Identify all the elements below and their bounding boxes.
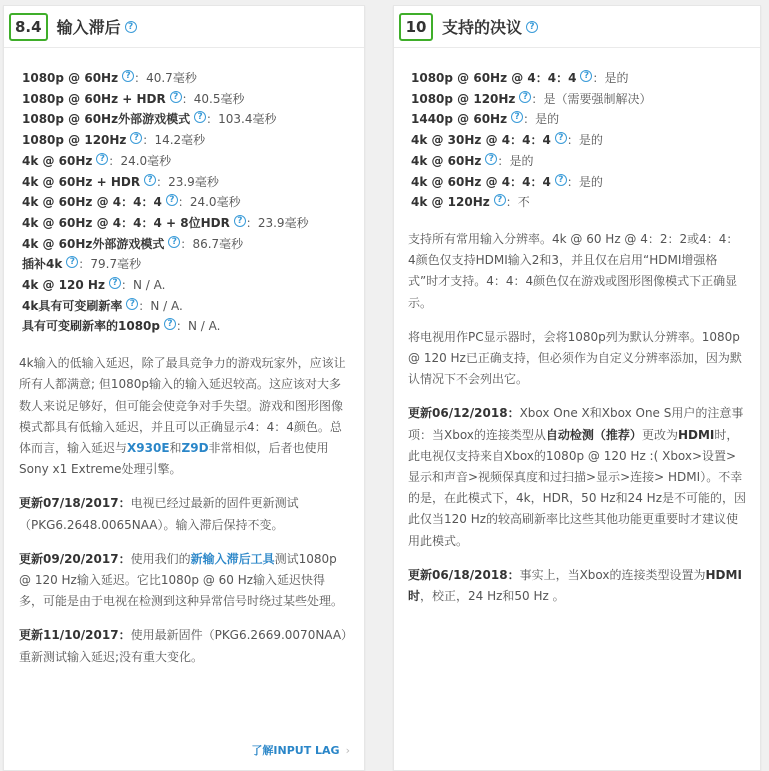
input-lag-card bbox=[3, 5, 365, 771]
help-icon[interactable]: ? bbox=[234, 215, 246, 227]
spec-row bbox=[22, 234, 349, 255]
spec-list bbox=[22, 68, 349, 337]
spec-row bbox=[22, 89, 349, 110]
help-icon[interactable]: ? bbox=[109, 277, 121, 289]
help-icon[interactable]: ? bbox=[511, 111, 523, 123]
card-body bbox=[394, 48, 760, 607]
spec-separator: ： bbox=[206, 112, 219, 127]
spec-separator: ： bbox=[142, 133, 155, 148]
spec-row bbox=[22, 213, 349, 234]
supported-resolutions-card bbox=[393, 5, 761, 771]
card-title: 输入滞后 bbox=[56, 18, 121, 37]
spec-separator: ： bbox=[566, 133, 579, 148]
help-icon[interactable]: ? bbox=[194, 111, 206, 123]
summary-paragraph: 4k输入的低输入延迟，除了最具竞争力的游戏玩家外，应该让所有人都满意; 但1080p输入的输入延迟较高。这应该对大多数人来说足够好，但可能会使竞争对手失望。游戏和图形图像模式都具有低输入延迟，并且可以正确显示4：4：4颜色。总体而言，输入延迟与X930E和Z9D非常相似，后者也使用Sony x1 Extreme处理引擎。 bbox=[19, 356, 346, 477]
spec-row bbox=[22, 254, 349, 275]
spec-name: 4k @ 30Hz @ 4：4：4 bbox=[411, 133, 551, 148]
spec-value: 是的 bbox=[535, 112, 560, 127]
spec-row bbox=[22, 109, 349, 130]
spec-separator: ： bbox=[180, 236, 193, 251]
spec-row bbox=[411, 130, 746, 151]
spec-row bbox=[22, 296, 349, 317]
update-paragraph: 更新07/18/2017：电视已经过最新的固件更新测试（PKG6.2648.0065NAA）。输入滞后保持不变。 bbox=[19, 496, 299, 532]
card-header bbox=[4, 6, 364, 48]
summary-paragraph: 支持所有常用输入分辨率。4k @ 60 Hz @ 4：2：2或4：4：4颜色仅支持HDMI输入2和3，并且仅在启用“HDMI增强格式”时才支持。4：4：4颜色仅在游戏或图形图像模式下正确显示。 bbox=[408, 231, 739, 310]
help-icon[interactable]: ? bbox=[170, 91, 182, 103]
spec-separator: ： bbox=[108, 153, 121, 168]
spec-separator: ： bbox=[156, 174, 169, 189]
spec-value: 24.0毫秒 bbox=[189, 195, 241, 210]
spec-name: 4k具有可变刷新率 bbox=[22, 298, 123, 313]
spec-value: 是的 bbox=[578, 174, 603, 189]
spec-value: 103.4毫秒 bbox=[218, 112, 277, 127]
spec-name: 1080p @ 60Hz @ 4：4：4 bbox=[411, 71, 577, 85]
spec-separator: ： bbox=[523, 112, 536, 127]
pc-monitor-paragraph: 将电视用作PC显示器时，会将1080p列为默认分辨率。1080p @ 120 Hz已正确支持，但必须作为自定义分辨率添加，因为默认情况下不会列出它。 bbox=[408, 329, 742, 387]
help-icon[interactable]: ? bbox=[555, 132, 567, 144]
help-icon[interactable]: ? bbox=[125, 21, 137, 33]
spec-value: 24.0毫秒 bbox=[120, 153, 172, 168]
help-icon[interactable]: ? bbox=[96, 153, 108, 165]
spec-separator: ： bbox=[177, 195, 190, 210]
spec-row bbox=[22, 172, 349, 193]
spec-list bbox=[411, 68, 746, 213]
help-icon[interactable]: ? bbox=[519, 91, 531, 103]
spec-value: 40.7毫秒 bbox=[146, 71, 197, 85]
spec-name: 1080p @ 120Hz bbox=[411, 91, 516, 106]
spec-value: 86.7毫秒 bbox=[192, 236, 244, 251]
card-body bbox=[4, 48, 364, 668]
spec-value: 是的 bbox=[604, 71, 629, 85]
spec-row bbox=[411, 89, 746, 110]
spec-row bbox=[22, 130, 349, 151]
x930e-link[interactable]: X930E bbox=[127, 440, 170, 455]
spec-name: 1080p @ 60Hz外部游戏模式 bbox=[22, 112, 191, 127]
spec-value: N / A. bbox=[188, 319, 221, 334]
spec-value: 是（需要强制解决） bbox=[543, 91, 652, 106]
help-icon[interactable]: ? bbox=[580, 70, 592, 82]
help-icon[interactable]: ? bbox=[164, 318, 176, 330]
card-header bbox=[394, 6, 760, 48]
spec-value: 是的 bbox=[509, 153, 534, 168]
spec-row bbox=[411, 109, 746, 130]
update-paragraph: 更新06/12/2018：Xbox One X和Xbox One S用户的注意事项：当Xbox的连接类型从自动检测（推荐）更改为HDMI时，此电视仅支持来自Xbox的1080p @ 120 Hz :( Xbox>设置>显示和声音>视频保真度和过扫描>显示>连接> HDMI）。不幸的是，在此模式下，4k，HDR，50 Hz和24 Hz是不可能的，因此仅当120 Hz的较高刷新率比这些其他功能更重要时才建议使用此模式。 bbox=[408, 406, 746, 548]
spec-separator: ： bbox=[78, 257, 91, 272]
help-icon[interactable]: ? bbox=[126, 298, 138, 310]
spec-value: 23.9毫秒 bbox=[257, 215, 309, 230]
spec-separator: ： bbox=[566, 174, 579, 189]
help-icon[interactable]: ? bbox=[485, 153, 497, 165]
score-badge: 10 bbox=[399, 13, 433, 41]
spec-name: 4k @ 60Hz bbox=[411, 153, 482, 168]
spec-value: 14.2毫秒 bbox=[154, 133, 206, 148]
spec-name: 1440p @ 60Hz bbox=[411, 112, 508, 127]
help-icon[interactable]: ? bbox=[494, 194, 506, 206]
spec-value: 40.5毫秒 bbox=[193, 91, 245, 106]
spec-separator: ： bbox=[176, 319, 189, 334]
spec-name: 4k @ 60Hz @ 4：4：4 bbox=[411, 174, 551, 189]
spec-name: 插补4k bbox=[22, 257, 63, 272]
spec-separator: ： bbox=[181, 91, 194, 106]
spec-separator: ： bbox=[592, 71, 605, 85]
help-icon[interactable]: ? bbox=[144, 174, 156, 186]
spec-row bbox=[22, 68, 349, 89]
update-paragraph: 更新09/20/2017：使用我们的新输入滞后工具测试1080p @ 120 Hz输入延迟。它比1080p @ 60 Hz输入延迟快得多，可能是由于电视在检测到这种异常信号时绕过某些处理。 bbox=[19, 551, 344, 609]
spec-name: 1080p @ 60Hz + HDR bbox=[22, 91, 166, 106]
spec-name: 4k @ 60Hz + HDR bbox=[22, 174, 141, 189]
help-icon[interactable]: ? bbox=[166, 194, 178, 206]
spec-separator: ： bbox=[531, 91, 544, 106]
spec-row bbox=[411, 151, 746, 172]
spec-value: 23.9毫秒 bbox=[168, 174, 219, 189]
spec-row bbox=[22, 192, 349, 213]
spec-separator: ： bbox=[120, 278, 133, 293]
input-lag-tool-link[interactable]: 新输入滞后工具 bbox=[190, 551, 275, 566]
spec-separator: ： bbox=[505, 195, 518, 210]
z9d-link[interactable]: Z9D bbox=[181, 440, 209, 455]
spec-separator: ： bbox=[134, 71, 147, 85]
help-icon[interactable]: ? bbox=[130, 132, 142, 144]
spec-row bbox=[22, 316, 349, 337]
chevron-right-icon: › bbox=[345, 744, 350, 757]
spec-value: N / A. bbox=[132, 278, 166, 293]
update-paragraph: 更新11/10/2017：使用最新固件（PKG6.2669.0070NAA）重新测试输入延迟;没有重大变化。 bbox=[19, 628, 348, 664]
spec-name: 4k @ 60Hz外部游戏模式 bbox=[22, 236, 165, 251]
spec-separator: ： bbox=[138, 298, 151, 313]
spec-row bbox=[22, 275, 349, 296]
spec-separator: ： bbox=[497, 153, 510, 168]
spec-row bbox=[411, 172, 746, 193]
help-icon[interactable]: ? bbox=[122, 70, 134, 82]
spec-name: 1080p @ 60Hz bbox=[22, 71, 119, 85]
learn-input-lag-link[interactable]: 了解INPUT LAG › bbox=[251, 744, 350, 757]
spec-name: 4k @ 60Hz bbox=[22, 153, 93, 168]
help-icon[interactable]: ? bbox=[168, 236, 180, 248]
spec-name: 具有可变刷新率的1080p bbox=[22, 319, 160, 334]
update-paragraph: 更新06/18/2018：事实上，当Xbox的连接类型设置为HDMI时，校正，24 Hz和50 Hz 。 bbox=[408, 567, 742, 603]
card-title: 支持的决议 bbox=[442, 18, 523, 37]
help-icon[interactable]: ? bbox=[555, 174, 567, 186]
spec-value: 是的 bbox=[578, 133, 603, 148]
spec-name: 1080p @ 120Hz bbox=[22, 133, 127, 148]
score-badge: 8.4 bbox=[9, 13, 48, 41]
spec-separator: ： bbox=[245, 215, 258, 230]
help-icon[interactable]: ? bbox=[66, 256, 78, 268]
spec-value: 不 bbox=[517, 195, 530, 210]
help-icon[interactable]: ? bbox=[526, 21, 538, 33]
spec-row bbox=[22, 151, 349, 172]
spec-value: 79.7毫秒 bbox=[90, 257, 142, 272]
spec-row bbox=[411, 68, 746, 89]
spec-value: N / A. bbox=[150, 298, 183, 313]
spec-name: 4k @ 60Hz @ 4：4：4 + 8位HDR bbox=[22, 215, 230, 230]
spec-name: 4k @ 120Hz bbox=[411, 195, 490, 210]
spec-row bbox=[411, 192, 746, 213]
spec-name: 4k @ 60Hz @ 4：4：4 bbox=[22, 195, 162, 210]
spec-name: 4k @ 120 Hz bbox=[22, 278, 105, 293]
